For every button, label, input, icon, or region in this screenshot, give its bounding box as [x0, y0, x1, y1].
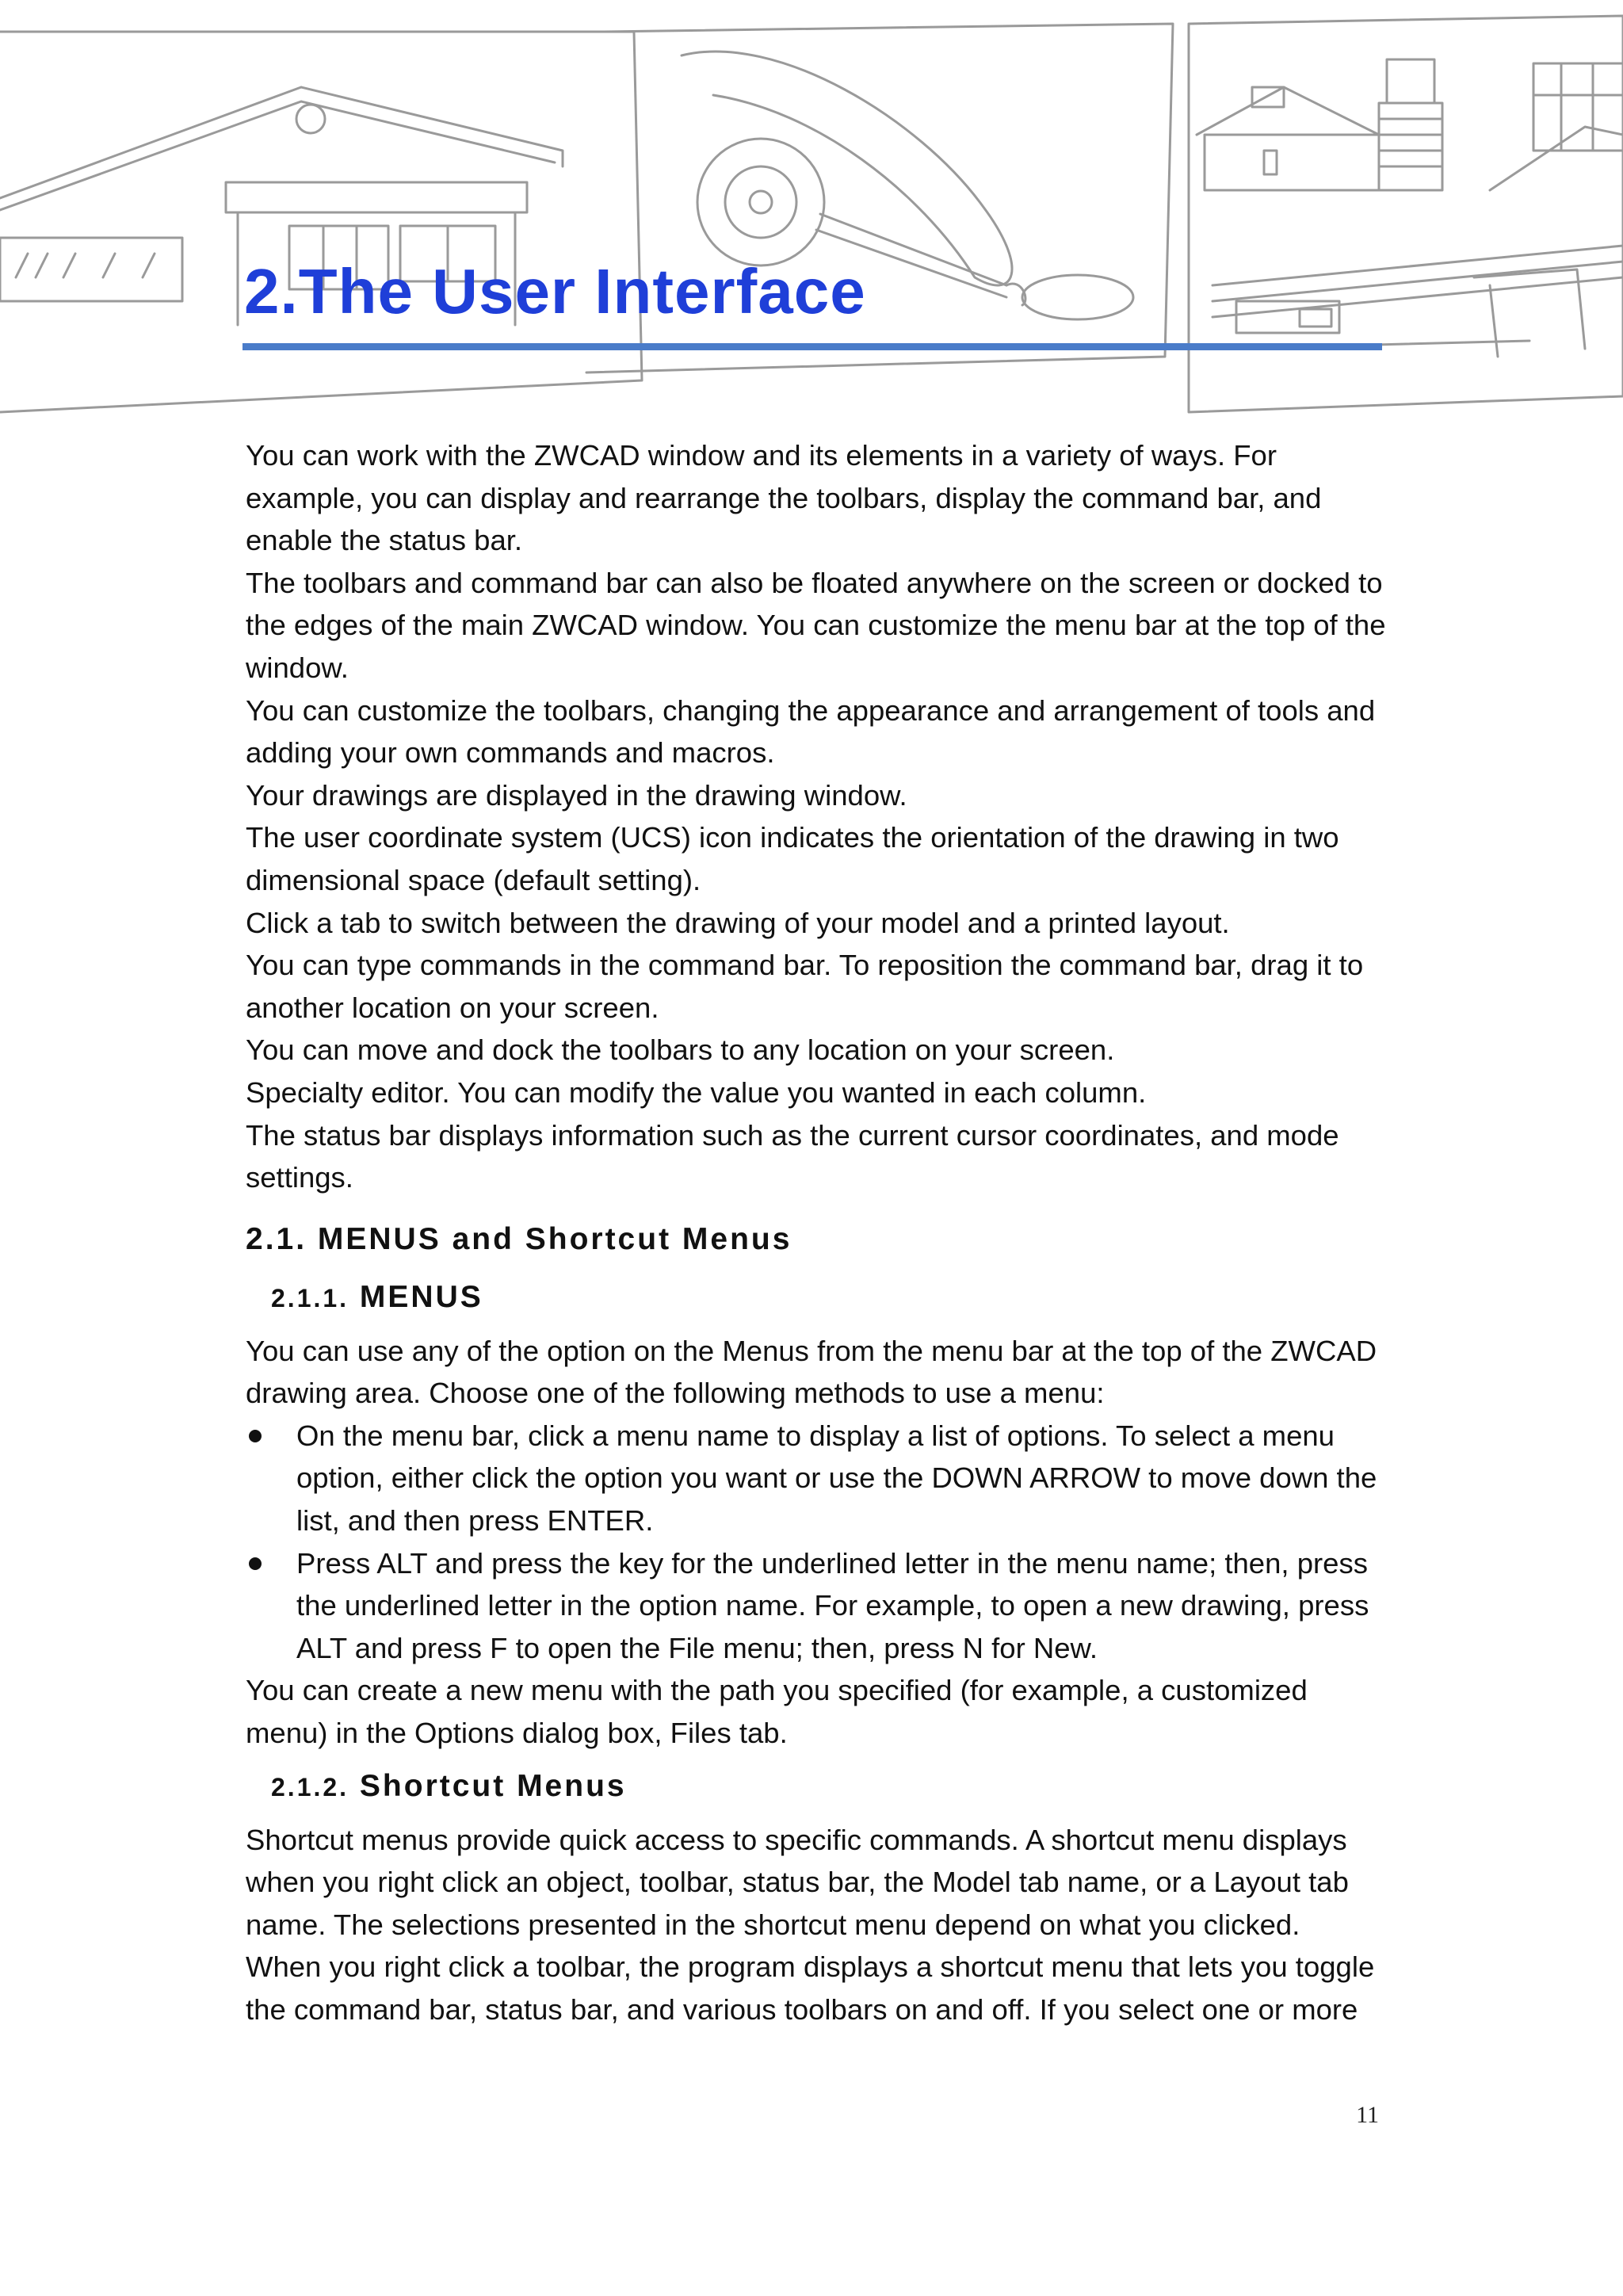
page-body	[246, 434, 1395, 2031]
menus-intro-paragraph: You can use any of the option on the Menus from the menu bar at the top of the ZWCAD drawing area. Choose one of the following methods to use a menu:	[246, 1334, 1377, 1410]
intro-paragraph-6: Click a tab to switch between the drawing of your model and a printed layout.	[246, 906, 1230, 939]
subsection-number: 2.1.2.	[271, 1772, 349, 1801]
intro-paragraph-7: You can type commands in the command bar. To reposition the command bar, drag it to another location on your screen.	[246, 949, 1364, 1024]
shortcut-menus-paragraph-2: When you right click a toolbar, the program displays a shortcut menu that lets you toggle the command bar, status bar, and various toolbars on and off. If you select one or more	[246, 1950, 1375, 2026]
section-heading-menus-and-shortcut-menus: 2.1. MENUS and Shortcut Menus	[246, 1221, 792, 1256]
subsection-title: Shortcut Menus	[359, 1768, 627, 1803]
subsection-heading-menus	[271, 1274, 1395, 1322]
intro-paragraph-4: Your drawings are displayed in the drawing window.	[246, 778, 907, 812]
menus-outro-paragraph: You can create a new menu with the path you specified (for example, a customized menu) in the Options dialog box, Files tab.	[246, 1674, 1308, 1750]
intro-paragraph-5: The user coordinate system (UCS) icon indicates the orientation of the drawing in two dimensional space (default setting).	[246, 821, 1339, 896]
shortcut-menus-paragraph-1: Shortcut menus provide quick access to specific commands. A shortcut menu displays when you right click an object, toolbar, status bar, the Model tab name, or a Layout tab name. The selections presented in the shortcut menu depend on what you clicked.	[246, 1823, 1349, 1941]
list-item: Press ALT and press the key for the underlined letter in the menu name; then, press the underlined letter in the option name. For example, to open a new drawing, press ALT and press F to open the File menu; then, press N for New.	[246, 1542, 1395, 1670]
menu-methods-list	[246, 1415, 1395, 1670]
chapter-title: 2.The User Interface	[244, 256, 866, 327]
intro-paragraph-10: The status bar displays information such as the current cursor coordinates, and mode settings.	[246, 1118, 1339, 1194]
intro-paragraph-3: You can customize the toolbars, changing the appearance and arrangement of tools and adding your own commands and macros.	[246, 693, 1376, 770]
list-item: On the menu bar, click a menu name to display a list of options. To select a menu option, either click the option you want or use the DOWN ARROW to move down the list, and then press ENTER.	[246, 1415, 1395, 1542]
subsection-title: MENUS	[359, 1279, 483, 1314]
intro-paragraph-2: The toolbars and command bar can also be floated anywhere on the screen or docked to the edges of the main ZWCAD window. You can customize the menu bar at the top of the window.	[246, 566, 1386, 684]
intro-paragraph-8: You can move and dock the toolbars to any location on your screen.	[246, 1033, 1115, 1067]
title-underline	[242, 343, 1382, 350]
subsection-number: 2.1.1.	[271, 1283, 349, 1312]
header-cad-sketch-artwork	[0, 0, 1623, 444]
intro-paragraph-9: Specialty editor. You can modify the value you wanted in each column.	[246, 1075, 1147, 1109]
intro-paragraph-1: You can work with the ZWCAD window and its elements in a variety of ways. For example, you can display and rearrange the toolbars, display the command bar, and enable the status bar.	[246, 439, 1322, 557]
subsection-heading-shortcut-menus	[271, 1763, 1395, 1811]
page-number: 11	[1356, 2102, 1379, 2128]
